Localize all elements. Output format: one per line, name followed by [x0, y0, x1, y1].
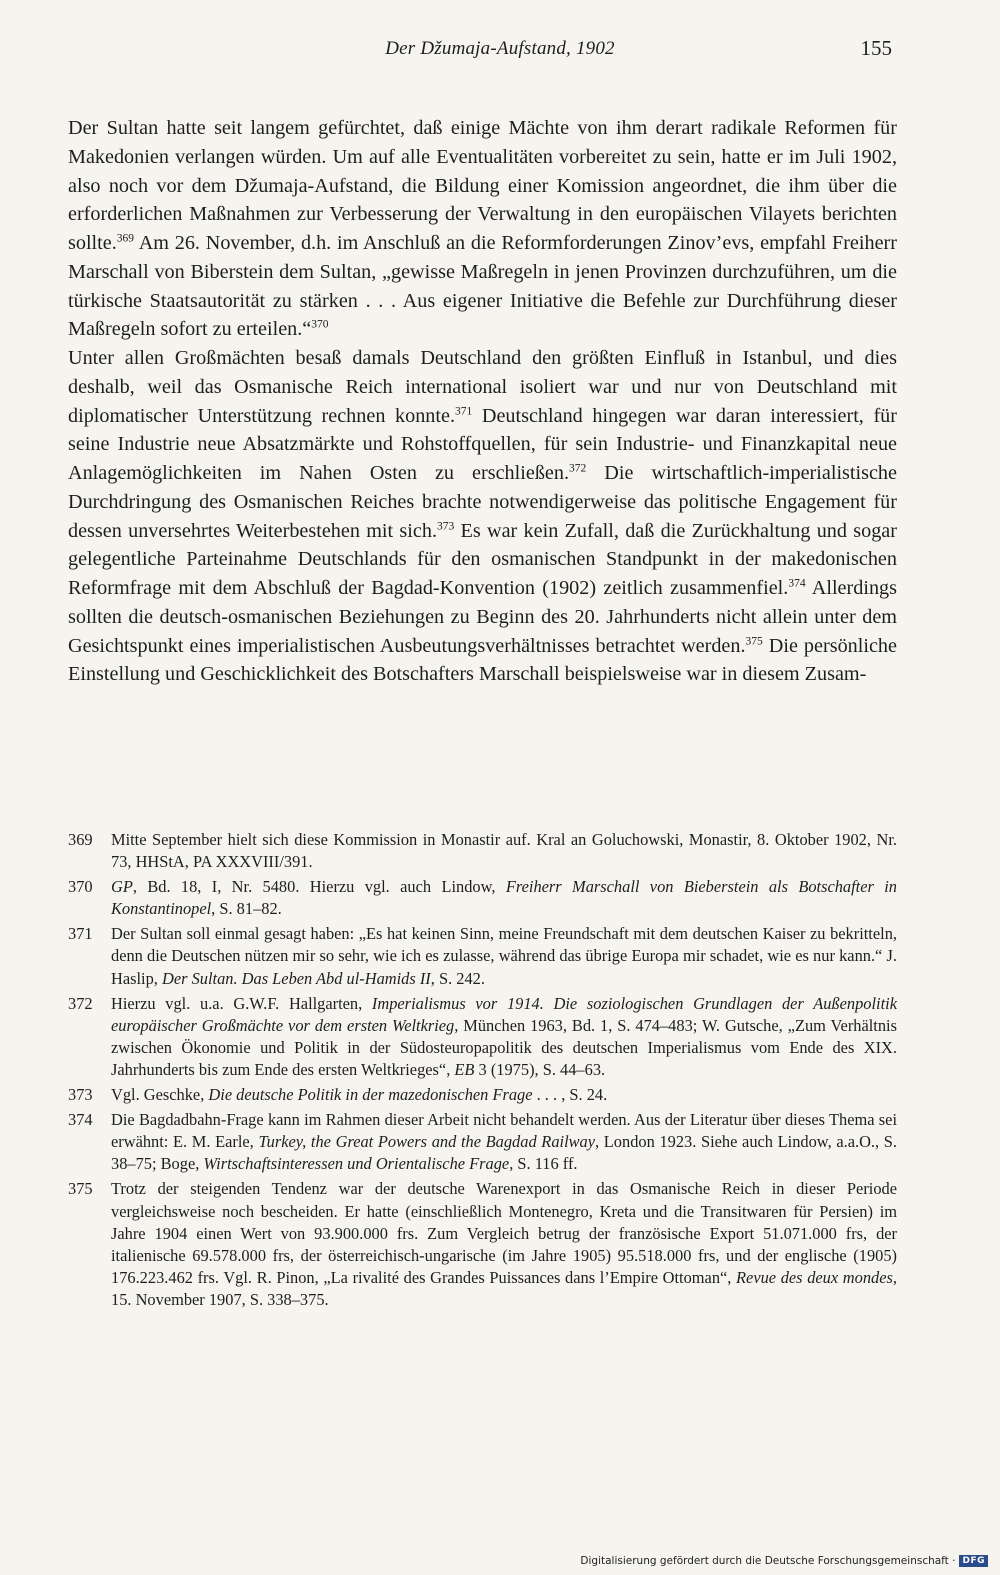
footnote: [68, 1109, 897, 1175]
text-run: Die wirtschaftlich-imperialistische Durchdringung des Osmanischen Reiches brachte notwendigerweise das politische Engagement für dessen unversehrtes Weiterbestehen mit sich.: [68, 462, 897, 542]
footnote-italic-run: Wirtschaftsinteressen und Orientalische Frage: [203, 1154, 510, 1174]
digitization-credit: [580, 1553, 988, 1569]
footnote-number: 370: [68, 877, 93, 897]
footnote: [68, 993, 897, 1081]
text-run: Es war kein Zufall, daß die Zurückhaltung und sogar gelegentliche Parteinahme Deutschlands für den osmanischen Standpunkt in der makedonischen Reformfrage mit dem Abschluß der Bagdad-Konvention (1902) zeitlich zusammenfiel.: [68, 519, 897, 599]
footnote-italic-run: EB: [454, 1059, 475, 1079]
footnote-italic-run: Imperialismus vor 1914. Die soziologischen Grundlagen der Außenpolitik europäischer Großmächte vor dem ersten Weltkrieg: [111, 993, 897, 1035]
footnote-italic-run: Turkey, the Great Powers and the Bagdad Railway: [258, 1132, 596, 1152]
footnote-text-run: , Bd. 18, I, Nr. 5480. Hierzu vgl. auch Lindow,: [132, 877, 506, 897]
page-header: [0, 38, 1000, 68]
footnote-text-run: , S. 242.: [430, 968, 485, 988]
footnote: [68, 1178, 897, 1311]
footnote: [68, 876, 897, 920]
footnote-ref: 369: [116, 232, 135, 245]
footnotes-section: [68, 829, 897, 1314]
footnote-text-run: , S. 81–82.: [211, 899, 282, 919]
credit-text: Digitalisierung gefördert durch die Deutsche Forschungsgemeinschaft ·: [580, 1555, 956, 1567]
footnote: [68, 1084, 897, 1106]
footnote-text-run: , München 1963, Bd. 1, S. 474–483; W. Gutsche, „Zum Verhältnis zwischen Ökonomie und Politik in der Südosteuropapolitik des deutschen Imperialismus vom Ende des XIX. Jahrhunderts bis zum Ende des ersten Weltkrieges“,: [111, 1015, 897, 1079]
footnote-ref: 372: [569, 462, 587, 475]
footnote-ref: 375: [745, 634, 763, 647]
footnote-ref: 370: [311, 318, 329, 331]
footnote-italic-run: Der Sultan. Das Leben Abd ul-Hamids II: [162, 968, 431, 988]
footnote-ref: 374: [788, 577, 806, 590]
footnote-text-run: Hierzu vgl. u.a. G.W.F. Hallgarten,: [111, 993, 372, 1013]
main-text: [68, 114, 897, 689]
footnote: [68, 829, 897, 873]
footnote-number: 369: [68, 830, 93, 849]
paragraph-1: [68, 114, 897, 344]
text-run: Deutschland hingegen war daran interessiert, für seine Industrie neue Absatzmärkte und Rohstoffquellen, für sein Industrie- und Finanzkapital neue Anlagemöglichkeiten im Nahen Osten zu erschließen.: [68, 404, 897, 484]
footnote-italic-run: Revue des deux mondes: [736, 1267, 893, 1287]
footnote-ref: 371: [455, 404, 473, 417]
footnote-text-run: , 15. November 1907, S. 338–375.: [111, 1267, 897, 1309]
text-run: Allerdings sollten die deutsch-osmanischen Beziehungen zu Beginn des 20. Jahrhunderts nicht allein unter dem Gesichtspunkt eines imperialistischen Ausbeutungsverhältnisses betrachtet werden.: [68, 577, 897, 657]
footnote-text-run: Mitte September hielt sich diese Kommission in Monastir auf. Kral an Goluchowski, Monastir, 8. Oktober 1902, Nr. 73, HHStA, PA XXXVIII/391.: [111, 830, 897, 872]
footnote-text-run: , S. 116 ff.: [509, 1154, 578, 1174]
page-number: 155: [860, 36, 892, 60]
footnote-text-run: . . . , S. 24.: [532, 1085, 608, 1105]
text-run: Am 26. November, d.h. im Anschluß an die Reformforderungen Zinov’evs, empfahl Freiherr Marschall von Biberstein dem Sultan, „gewisse Maßregeln in jenen Provinzen durchzuführen, um die türkische Staatsautorität zu stärken . . . Aus eigener Initiative die Befehle zur Durchführung dieser Maßregeln sofort zu erteilen.“: [68, 232, 897, 341]
footnote-text-run: Die Bagdadbahn-Frage kann im Rahmen dieser Arbeit nicht behandelt werden. Aus der Literatur über dieses Thema sei erwähnt: E. M. Earle,: [111, 1110, 897, 1152]
footnote-italic-run: Freiherr Marschall von Bieberstein als Botschafter in Konstantinopel: [111, 877, 898, 919]
footnote-text-run: , London 1923. Siehe auch Lindow, a.a.O., S. 38–75; Boge,: [111, 1132, 897, 1174]
footnote-number: 375: [68, 1179, 93, 1199]
footnote-number: 374: [68, 1110, 93, 1130]
footnote-ref: 373: [437, 519, 455, 532]
footnote-number: 373: [68, 1085, 93, 1105]
footnote-number: 371: [68, 924, 93, 944]
footnote-number: 372: [68, 993, 93, 1013]
footnote: [68, 923, 897, 989]
running-title: Der Džumaja-Aufstand, 1902: [385, 38, 615, 59]
footnote-text-run: 3 (1975), S. 44–63.: [474, 1059, 606, 1079]
text-run: Der Sultan hatte seit langem gefürchtet, daß einige Mächte von ihm derart radikale Reformen für Makedonien verlangen würden. Um auf alle Eventualitäten vorbereitet zu sein, hatte er im Juli 1902, also noch vor dem Džumaja-Aufstand, die Bildung einer Komission angeordnet, die ihm über die erforderlichen Maßnahmen zur Verbesserung der Verwaltung in den europäischen Vilayets berichten sollte.: [68, 117, 897, 254]
footnote-text-run: Trotz der steigenden Tendenz war der deutsche Warenexport in das Osmanische Reich in dieser Periode vergleichsweise noch bescheiden. Er hatte (einschließlich Montenegro, Kreta und die Transitwaren für Persien) im Jahre 1904 einen Wert von 93.900.000 frs. Zum Vergleich betrug der französische Export 51.071.000 frs, der italienische 69.578.000 frs, der österreichisch-ungarische (im Jahre 1905) 95.518.000 frs, und der englische (1905) 176.223.462 frs. Vgl. R. Pinon, „La rivalité des Grandes Puissances dans l’Empire Ottoman“,: [111, 1179, 897, 1287]
dfg-logo: DFG: [959, 1555, 988, 1567]
footnote-italic-run: GP: [111, 877, 133, 897]
footnote-italic-run: Die deutsche Politik in der mazedonischen Frage: [208, 1085, 533, 1105]
footnote-text-run: Der Sultan soll einmal gesagt haben: „Es hat keinen Sinn, meine Freundschaft mit dem deutschen Kaiser zu bekritteln, denn die Deutschen nützen mir so sehr, wie ich es zulasse, während das übrige Europa mir schadet, wie es nur kann.“ J. Haslip,: [111, 924, 897, 988]
text-run: Die persönliche Einstellung und Geschicklichkeit des Botschafters Marschall beispielsweise war in diesem Zusam-: [68, 634, 897, 686]
text-run: Unter allen Großmächten besaß damals Deutschland den größten Einfluß in Istanbul, und dies deshalb, weil das Osmanische Reich international isoliert war und nur von Deutschland mit diplomatischer Unterstützung rechnen konnte.: [68, 347, 897, 427]
paragraph-2: [68, 344, 897, 689]
footnote-text-run: Vgl. Geschke,: [111, 1085, 209, 1105]
